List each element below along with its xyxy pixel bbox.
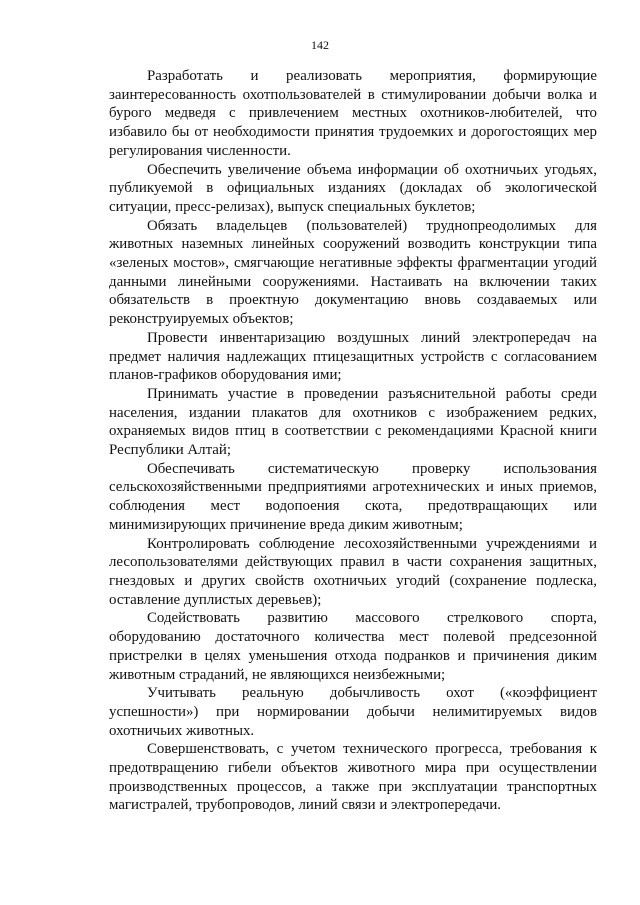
paragraph-agriculture-checks: Обеспечивать систематическую проверку использования сельскохозяйственными предприятиями агротехнических и иных приемов, соблюдения мест водопоения скота, предотвращающих или минимизирующих причинение вреда диким животным; [109,460,597,533]
paragraph-shooting-sport: Содействовать развитию массового стрелкового спорта, оборудованию достаточного количества мест полевой предсезонной пристрелки в целях уменьшения отхода подранков и причинения диким животным страданий, не являющихся неизбежными; [109,610,597,683]
paragraph-outreach: Принимать участие в проведении разъяснительной работы среди населения, издании плакатов для охотников с изображением редких, охраняемых видов птиц в соответствии с рекомендациями Красной книги Республики Алтай; [109,385,597,459]
paragraph-wolf-bear-hunting: Разработать и реализовать мероприятия, формирующие заинтересованность охотпользователей в стимулировании добычи волка и бурого медведя с привлечением местных охотников-любителей, что избавило бы от необходимости принятия трудоемких и дорогостоящих мер регулирования численности. [109,68,597,159]
document-body [109,67,597,815]
page-number: 142 [311,38,329,52]
paragraph-green-bridges: Обязать владельцев (пользователей) труднопреодолимых для животных наземных линейных сооружений возводить конструкции типа «зеленых мостов», смягчающие негативные эффекты фрагментации угодий данными линейными сооружениями. Настаивать на включении таких обязательств в проектную документацию вновь создаваемых или реконструируемых объектов; [109,217,597,328]
paragraph-hunting-success: Учитывать реальную добычливость охот («коэффициент успешности») при нормировании добычи нелимитируемых видов охотничьих животных. [109,685,597,739]
paragraph-wildlife-protection: Совершенствовать, с учетом технического прогресса, требования к предотвращению гибели объектов животного мира при осуществлении производственных процессов, а также при эксплуатации транспортных магистралей, трубопроводов, линий связи и электропередачи. [109,741,597,814]
paragraph-hunting-info: Обеспечить увеличение объема информации об охотничьих угодьях, публикуемой в официальных изданиях (докладах об экологической ситуации, пресс-релизах), выпуск специальных буклетов; [109,161,597,215]
paragraph-forestry-control: Контролировать соблюдение лесохозяйственными учреждениями и лесопользователями действующих правил в части сохранения защитных, гнездовых и других свойств охотничьих угодий (сохранение подлеска, оставление дуплистых деревьев); [109,535,597,608]
paragraph-power-lines: Провести инвентаризацию воздушных линий электропередач на предмет наличия надлежащих птицезащитных устройств с согласованием планов-графиков оборудования ими; [109,329,597,384]
